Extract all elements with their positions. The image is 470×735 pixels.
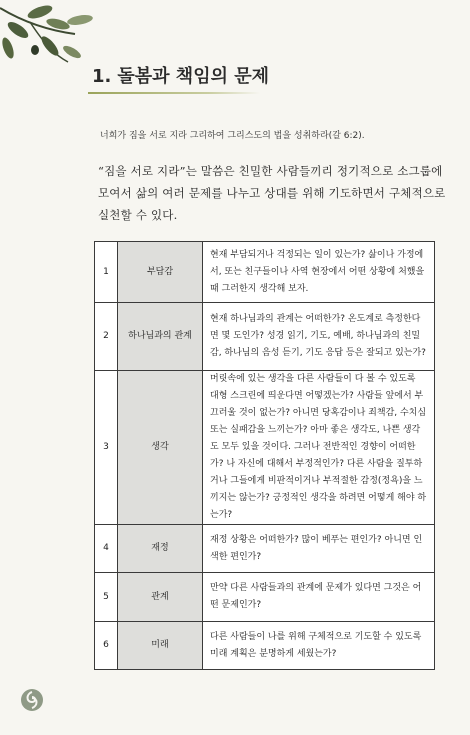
row-number: 2 bbox=[95, 303, 118, 371]
table-row bbox=[95, 303, 435, 371]
row-topic: 재정 bbox=[118, 525, 203, 573]
row-number: 6 bbox=[95, 622, 118, 670]
row-number: 1 bbox=[95, 242, 118, 303]
row-description: 현재 부담되거나 걱정되는 일이 있는가? 삶이나 가정에서, 또는 친구들이나 사역 현장에서 어떤 상황에 처했을 때 그러한지 생각해 보자. bbox=[203, 242, 435, 303]
scripture-verse: 너희가 짐을 서로 지라 그리하여 그리스도의 법을 성취하라(갈 6:2). bbox=[100, 131, 365, 141]
table-row bbox=[95, 242, 435, 303]
title-underline bbox=[88, 92, 260, 94]
section-title-text: 돌봄과 책임의 문제 bbox=[117, 66, 270, 87]
discussion-topics-table bbox=[94, 241, 435, 670]
row-topic: 하나님과의 관계 bbox=[118, 303, 203, 371]
row-topic: 미래 bbox=[118, 622, 203, 670]
row-number: 4 bbox=[95, 525, 118, 573]
table-row bbox=[95, 525, 435, 573]
row-description: 다른 사람들이 나를 위해 구체적으로 기도할 수 있도록 미래 계획은 분명하게 세웠는가? bbox=[203, 622, 435, 670]
row-description: 재정 상황은 어떠한가? 많이 베푸는 편인가? 아니면 인색한 편인가? bbox=[203, 525, 435, 573]
swirl-page-icon bbox=[20, 688, 44, 712]
row-description: 머릿속에 있는 생각을 다른 사람들이 다 볼 수 있도록 대형 스크린에 띄운다면 어떻겠는가? 사람들 앞에서 부끄러울 것이 없는가? 아니면 당혹감이나 죄책감, 수치심 또는 실패감을 느끼는가? 아마 좋은 생각도, 나쁜 생각도 모두 있을 것이다. 그러나 전반적인 경향이 어떠한가? 나 자신에 대해서 부정적인가? 다른 사람을 질투하거나 그들에게 비판적이거나 부적절한 감정(정욕)을 느끼지는 않는가? 긍정적인 생각을 하려면 어떻게 해야 하는가? bbox=[203, 371, 435, 525]
row-description: 만약 다른 사람들과의 관계에 문제가 있다면 그것은 어떤 문제인가? bbox=[203, 573, 435, 622]
row-topic: 관계 bbox=[118, 573, 203, 622]
row-number: 3 bbox=[95, 371, 118, 525]
section-number: 1. bbox=[92, 66, 112, 87]
section-title bbox=[92, 62, 269, 88]
row-description: 현재 하나님과의 관계는 어떠한가? 온도계로 측정한다면 몇 도인가? 성경 읽기, 기도, 예배, 하나님과의 친밀감, 하나님의 음성 듣기, 기도 응답 등은 잘되고 있는가? bbox=[203, 303, 435, 371]
row-number: 5 bbox=[95, 573, 118, 622]
row-topic: 부담감 bbox=[118, 242, 203, 303]
row-topic: 생각 bbox=[118, 371, 203, 525]
table-row bbox=[95, 573, 435, 622]
table-row bbox=[95, 622, 435, 670]
table-row bbox=[95, 371, 435, 525]
intro-paragraph: “짐을 서로 지라”는 말씀은 친밀한 사람들끼리 정기적으로 소그룹에 모여서 삶의 여러 문제를 나누고 상대를 위해 기도하면서 구체적으로 실천할 수 있다. bbox=[98, 164, 446, 222]
olive-branch-icon bbox=[0, 0, 110, 70]
